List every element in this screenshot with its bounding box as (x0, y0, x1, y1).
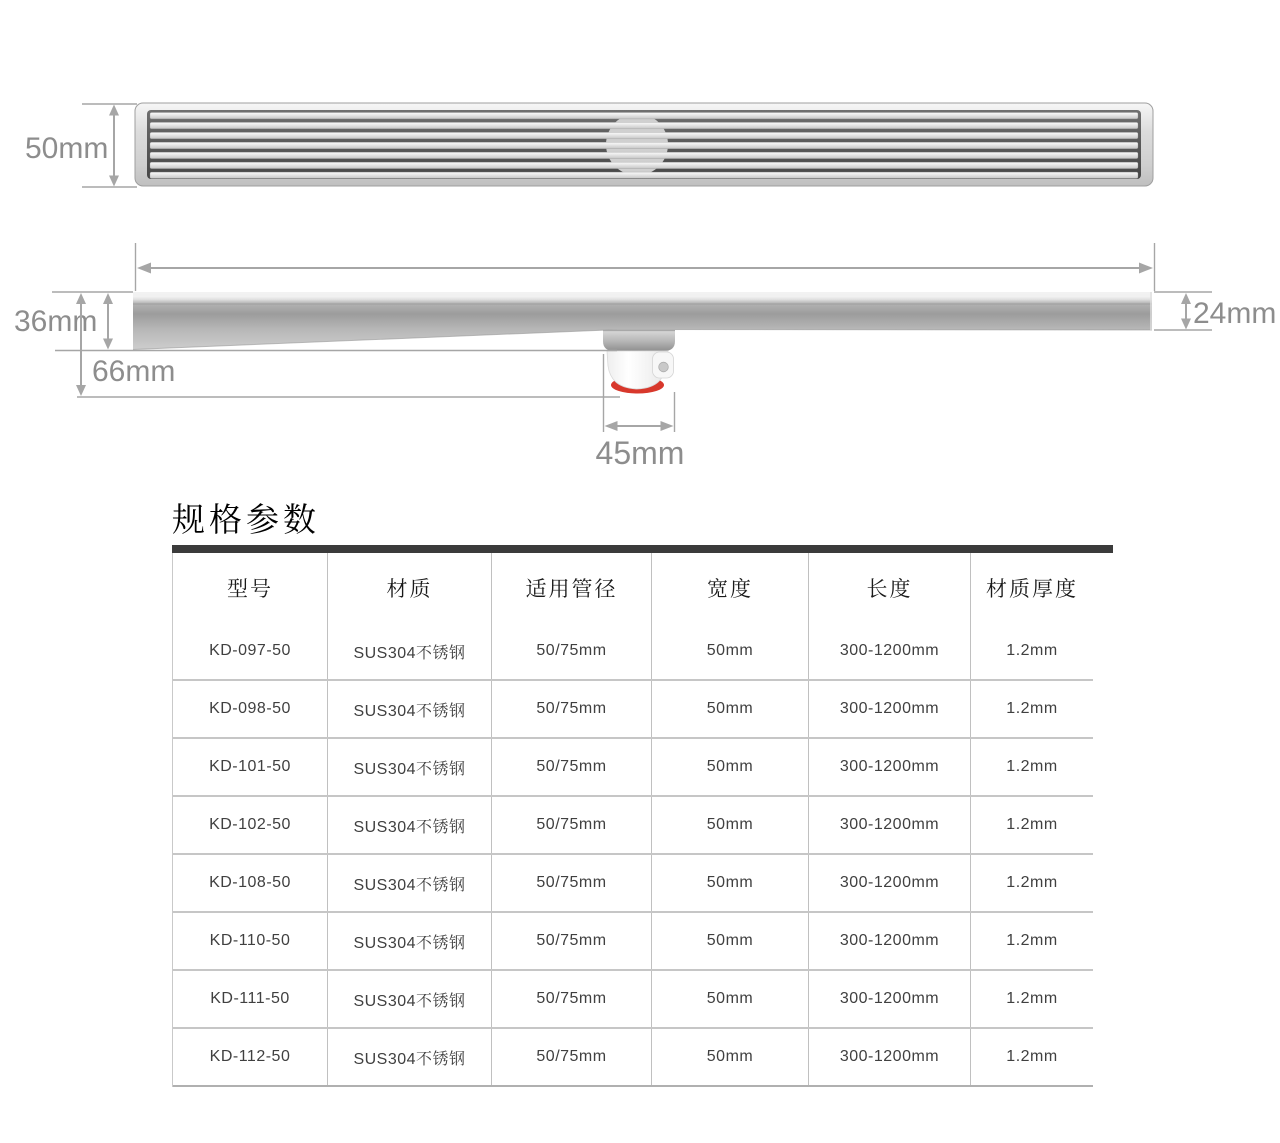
cell-thickness: 1.2mm (1006, 816, 1058, 833)
column-header-length: 长度 (809, 553, 971, 623)
cell-material: SUS304不锈钢 (328, 1029, 492, 1085)
cell-model: KD-101-50 (173, 739, 328, 795)
product-dimension-diagram (0, 0, 1280, 490)
table-row (173, 739, 1093, 797)
table-row (173, 913, 1093, 971)
cell-thickness: 1.2mm (1006, 990, 1058, 1007)
spec-table (172, 545, 1113, 1087)
dim-66mm-label: 66mm (92, 355, 176, 388)
cell-pipe-diameter: 50/75mm (492, 681, 652, 737)
dim-edge-height (1154, 292, 1276, 330)
arrow-up-icon (109, 105, 119, 116)
table-row (173, 623, 1093, 681)
cell-pipe-diameter: 50/75mm (492, 739, 652, 795)
cell-pipe-diameter: 50/75mm (492, 913, 652, 969)
arrow-right-icon (1139, 263, 1153, 274)
cell-thickness: 1.2mm (1006, 932, 1058, 949)
cell-length: 300-1200mm (809, 739, 971, 795)
cell-thickness: 1.2mm (1006, 642, 1058, 659)
cell-material: SUS304不锈钢 (328, 971, 492, 1027)
cell-width: 50mm (652, 623, 809, 679)
arrow-down-icon (103, 339, 113, 350)
arrow-left-icon (605, 421, 618, 431)
cell-model: KD-110-50 (173, 913, 328, 969)
cell-thickness: 1.2mm (1006, 758, 1058, 775)
cell-length: 300-1200mm (809, 623, 971, 679)
specs-title: 规格参数 (172, 501, 320, 538)
table-row (173, 1029, 1093, 1087)
dim-45mm-label: 45mm (595, 435, 685, 471)
cell-length: 300-1200mm (809, 855, 971, 911)
cell-model: KD-112-50 (173, 1029, 328, 1085)
cell-thickness: 1.2mm (1006, 874, 1058, 891)
cell-length: 300-1200mm (809, 971, 971, 1027)
cell-pipe-diameter: 50/75mm (492, 855, 652, 911)
table-row (173, 681, 1093, 739)
arrow-down-icon (109, 176, 119, 187)
column-header-material: 材质 (328, 553, 492, 623)
dim-50mm-label: 50mm (25, 132, 109, 165)
cell-pipe-diameter: 50/75mm (492, 971, 652, 1027)
arrow-up-icon (103, 293, 113, 304)
cell-length: 300-1200mm (809, 681, 971, 737)
drain-body-top-rim (133, 292, 1152, 298)
drain-top-view (135, 103, 1153, 186)
cell-material: SUS304不锈钢 (328, 623, 492, 679)
cell-width: 50mm (652, 681, 809, 737)
table-row (173, 797, 1093, 855)
cell-length: 300-1200mm (809, 1029, 971, 1085)
drain-side-profile (133, 292, 1152, 394)
cell-length: 300-1200mm (809, 913, 971, 969)
cell-width: 50mm (652, 971, 809, 1027)
dim-length-span (136, 243, 1155, 291)
cell-material: SUS304不锈钢 (328, 681, 492, 737)
dim-24mm-label: 24mm (1193, 297, 1277, 330)
cell-thickness: 1.2mm (1006, 700, 1058, 717)
arrow-down-icon (1181, 319, 1191, 330)
cell-model: KD-097-50 (173, 623, 328, 679)
cell-pipe-diameter: 50/75mm (492, 623, 652, 679)
arrow-left-icon (137, 263, 151, 274)
column-header-thickness: 材质厚度 (986, 578, 1078, 601)
cell-model: KD-111-50 (173, 971, 328, 1027)
cell-width: 50mm (652, 855, 809, 911)
column-header-width: 宽度 (652, 553, 809, 623)
cell-material: SUS304不锈钢 (328, 797, 492, 853)
arrow-up-icon (1181, 293, 1191, 304)
table-header-row (173, 553, 1093, 623)
cell-model: KD-102-50 (173, 797, 328, 853)
dim-36mm-label: 36mm (14, 305, 98, 338)
dim-grate-width (25, 104, 137, 187)
cell-material: SUS304不锈钢 (328, 855, 492, 911)
clip-screw-icon (659, 362, 669, 372)
outlet-collar (603, 330, 675, 351)
cell-pipe-diameter: 50/75mm (492, 1029, 652, 1085)
table-row (173, 971, 1093, 1029)
cell-width: 50mm (652, 797, 809, 853)
table-body (172, 553, 1093, 1087)
cell-model: KD-098-50 (173, 681, 328, 737)
cell-width: 50mm (652, 739, 809, 795)
cell-material: SUS304不锈钢 (328, 913, 492, 969)
table-top-bar (172, 545, 1113, 553)
table-row (173, 855, 1093, 913)
cell-width: 50mm (652, 1029, 809, 1085)
cell-model: KD-108-50 (173, 855, 328, 911)
cell-material: SUS304不锈钢 (328, 739, 492, 795)
cell-thickness: 1.2mm (1006, 1048, 1058, 1065)
arrow-down-icon (76, 385, 86, 396)
cell-length: 300-1200mm (809, 797, 971, 853)
column-header-model: 型号 (173, 553, 328, 623)
cell-width: 50mm (652, 913, 809, 969)
drain-outlet (603, 330, 675, 394)
grate-slats (150, 113, 1138, 179)
column-header-pipe-diameter: 适用管径 (492, 553, 652, 623)
cell-pipe-diameter: 50/75mm (492, 797, 652, 853)
arrow-right-icon (661, 421, 674, 431)
arrow-up-icon (76, 293, 86, 304)
